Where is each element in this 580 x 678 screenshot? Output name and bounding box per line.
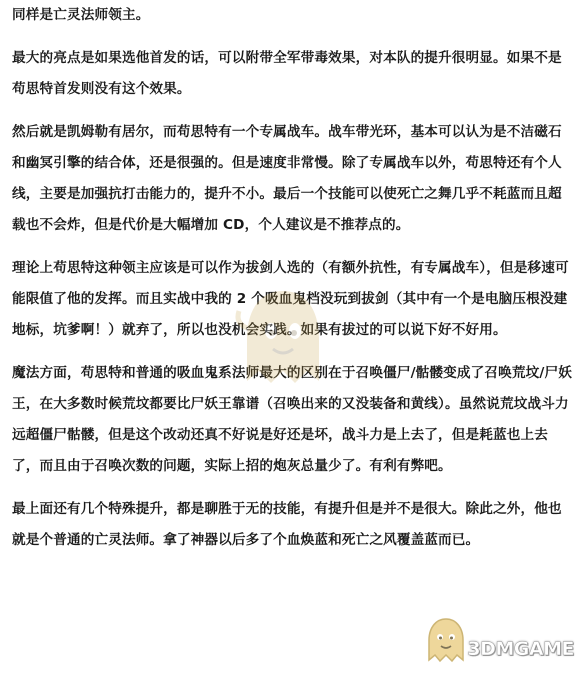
ghost-mascot-logo-icon — [424, 616, 468, 664]
paragraph-4: 理论上苟思特这种领主应该是可以作为拔剑人选的（有额外抗性，有专属战车），但是移速可能限值了他的发挥。而且实战中我的 2 个吸血鬼档没玩到拔剑（其中有一个是电脑压根没建地标，坑爹啊！）就弃了，所以也没机会实践。如果有拔过的可以说下好不好用。 — [12, 260, 569, 338]
paragraph-3: 然后就是凯姆勒有居尔，而苟思特有一个专属战车。战车带光环，基本可以认为是不洁磁石和幽冥引擎的结合体，还是很强的。但是速度非常慢。除了专属战车以外，苟思特还有个人线，主要是加强抗打击能力的，提升不小。最后一个技能可以使死亡之舞几乎不耗蓝而且超载也不会炸，但是代价是大幅增加 CD，个人建议是不推荐点的。 — [12, 124, 562, 233]
paragraph-6: 最上面还有几个特殊提升，都是聊胜于无的技能，有提升但是并不是很大。除此之外，他也就是个普通的亡灵法师。拿了神器以后多了个血焕蓝和死亡之风覆盖蓝而已。 — [12, 501, 562, 548]
article-body — [12, 0, 572, 556]
paragraph-2: 最大的亮点是如果选他首发的话，可以附带全军带毒效果，对本队的提升很明显。如果不是苟思特首发则没有这个效果。 — [12, 50, 562, 97]
paragraph-5: 魔法方面，苟思特和普通的吸血鬼系法师最大的区别在于召唤僵尸/骷髅变成了召唤荒坟/尸妖王，在大多数时候荒坟都要比尸妖王靠谱（召唤出来的又没装备和黄线）。虽然说荒坟战斗力远超僵尸骷髅，但是这个改动还真不好说是好还是坏，战斗力是上去了，但是耗蓝也上去了，而且由于召唤次数的问题，实际上招的炮灰总量少了。有利有弊吧。 — [12, 365, 572, 474]
brand-logo-text: 3DMGAME — [467, 638, 574, 660]
paragraph-1: 同样是亡灵法师领主。 — [12, 7, 150, 23]
